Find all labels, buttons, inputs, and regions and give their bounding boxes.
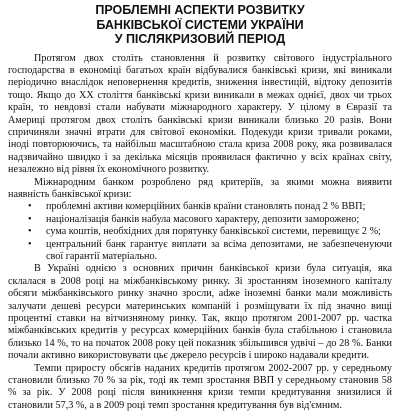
- list-item: [8, 201, 392, 213]
- criteria-list: [8, 201, 392, 263]
- list-item: [8, 239, 392, 264]
- bullet-icon: •: [28, 238, 32, 250]
- title-line: ПРОБЛЕМНІ АСПЕКТИ РОЗВИТКУ: [95, 3, 305, 17]
- list-item: [8, 226, 392, 238]
- title-line: У ПІСЛЯКРИЗОВИЙ ПЕРІОД: [114, 32, 286, 46]
- paragraph-criteria-lead: Міжнародним банком розроблено ряд критеріїв, за якими можна виявити наявність банківської кризи:: [8, 176, 392, 200]
- title-line: БАНКІВСЬКОЇ СИСТЕМИ УКРАЇНИ: [96, 17, 304, 32]
- bullet-icon: •: [28, 226, 32, 238]
- paragraph-intro: Протягом двох століть становлення й розвитку світового індустріального господарства в економіці багатьох країн відбувалися банківські кризи, які виникали періодично внаслідок неповернення кредитів, зниження інвестицій, відтоку депозитів тощо. Якщо до ХХ століття банківські кризи виникали в межах однієї, двох чи трьох країн, то невдовзі стали набувати міжнародного характеру. У цілому в Євразії та Америці протягом двох століть банківські кризи виникали близько 20 разів. Вони спричиняли значні втрати для світової економіки. Подекуди кризи тривали роками, іноді повторюючись, та найбільш масштабною стала криза 2008 року, яка розвивалася надзвичайно швидко і за декілька місяців проявилася фактично у всіх країнах світу, незалежно від рівня їх економічного розвитку.: [8, 52, 392, 176]
- list-item-text: націоналізація банків набула масового характеру, депозити заморожено;: [46, 213, 360, 225]
- list-item-text: центральний банк гарантує виплати за всіма депозитами, не забезпеченуючи свої гарантії матеріально.: [46, 238, 392, 262]
- list-item-text: сума коштів, необхідних для порятунку банківської системи, перевищує 2 %;: [46, 226, 381, 238]
- list-item-text: проблемні активи комерційних банків країни становлять понад 2 % ВВП;: [46, 201, 366, 213]
- list-item: [8, 214, 392, 226]
- bullet-icon: •: [28, 201, 32, 213]
- bullet-icon: •: [28, 213, 32, 225]
- paragraph-credit-growth: Темпи приросту обсягів наданих кредитів протягом 2002-2007 рр. у середньому становили близько 70 % за рік, тоді як темп зростання ВВП у середньому становив 58 % за рік. У 2008 році після виникнення кризи темпи кредитування знизилися й становили 57,3 %, а в 2009 році темп зростання кредитування був від'ємним.: [8, 362, 392, 411]
- document-title: [8, 3, 392, 47]
- paragraph-interbank: В Україні однією з основних причин банківської кризи була ситуація, яка склалася в 2008 році на міжбанківському ринку. Зі зростанням іноземного капіталу обсяги міжбанківського ринку значно зросли, adже іноземні банки мали можливість залучати дешеві ресурси материнських компаній і розміщувати їх під значно вищі процентні ставки на вітчизняному ринку. Так, якщо протягом 2001-2007 рр. частка міжбанківських кредитів у ресурсах комерційних банків була стабільною і становила близько 14 %, то на початок 2008 року цей показник збільшився удвічі – до 28 %. Банки почали активно використовувати цьє джерело ресурсів і широко надавали кредити.: [8, 263, 392, 362]
